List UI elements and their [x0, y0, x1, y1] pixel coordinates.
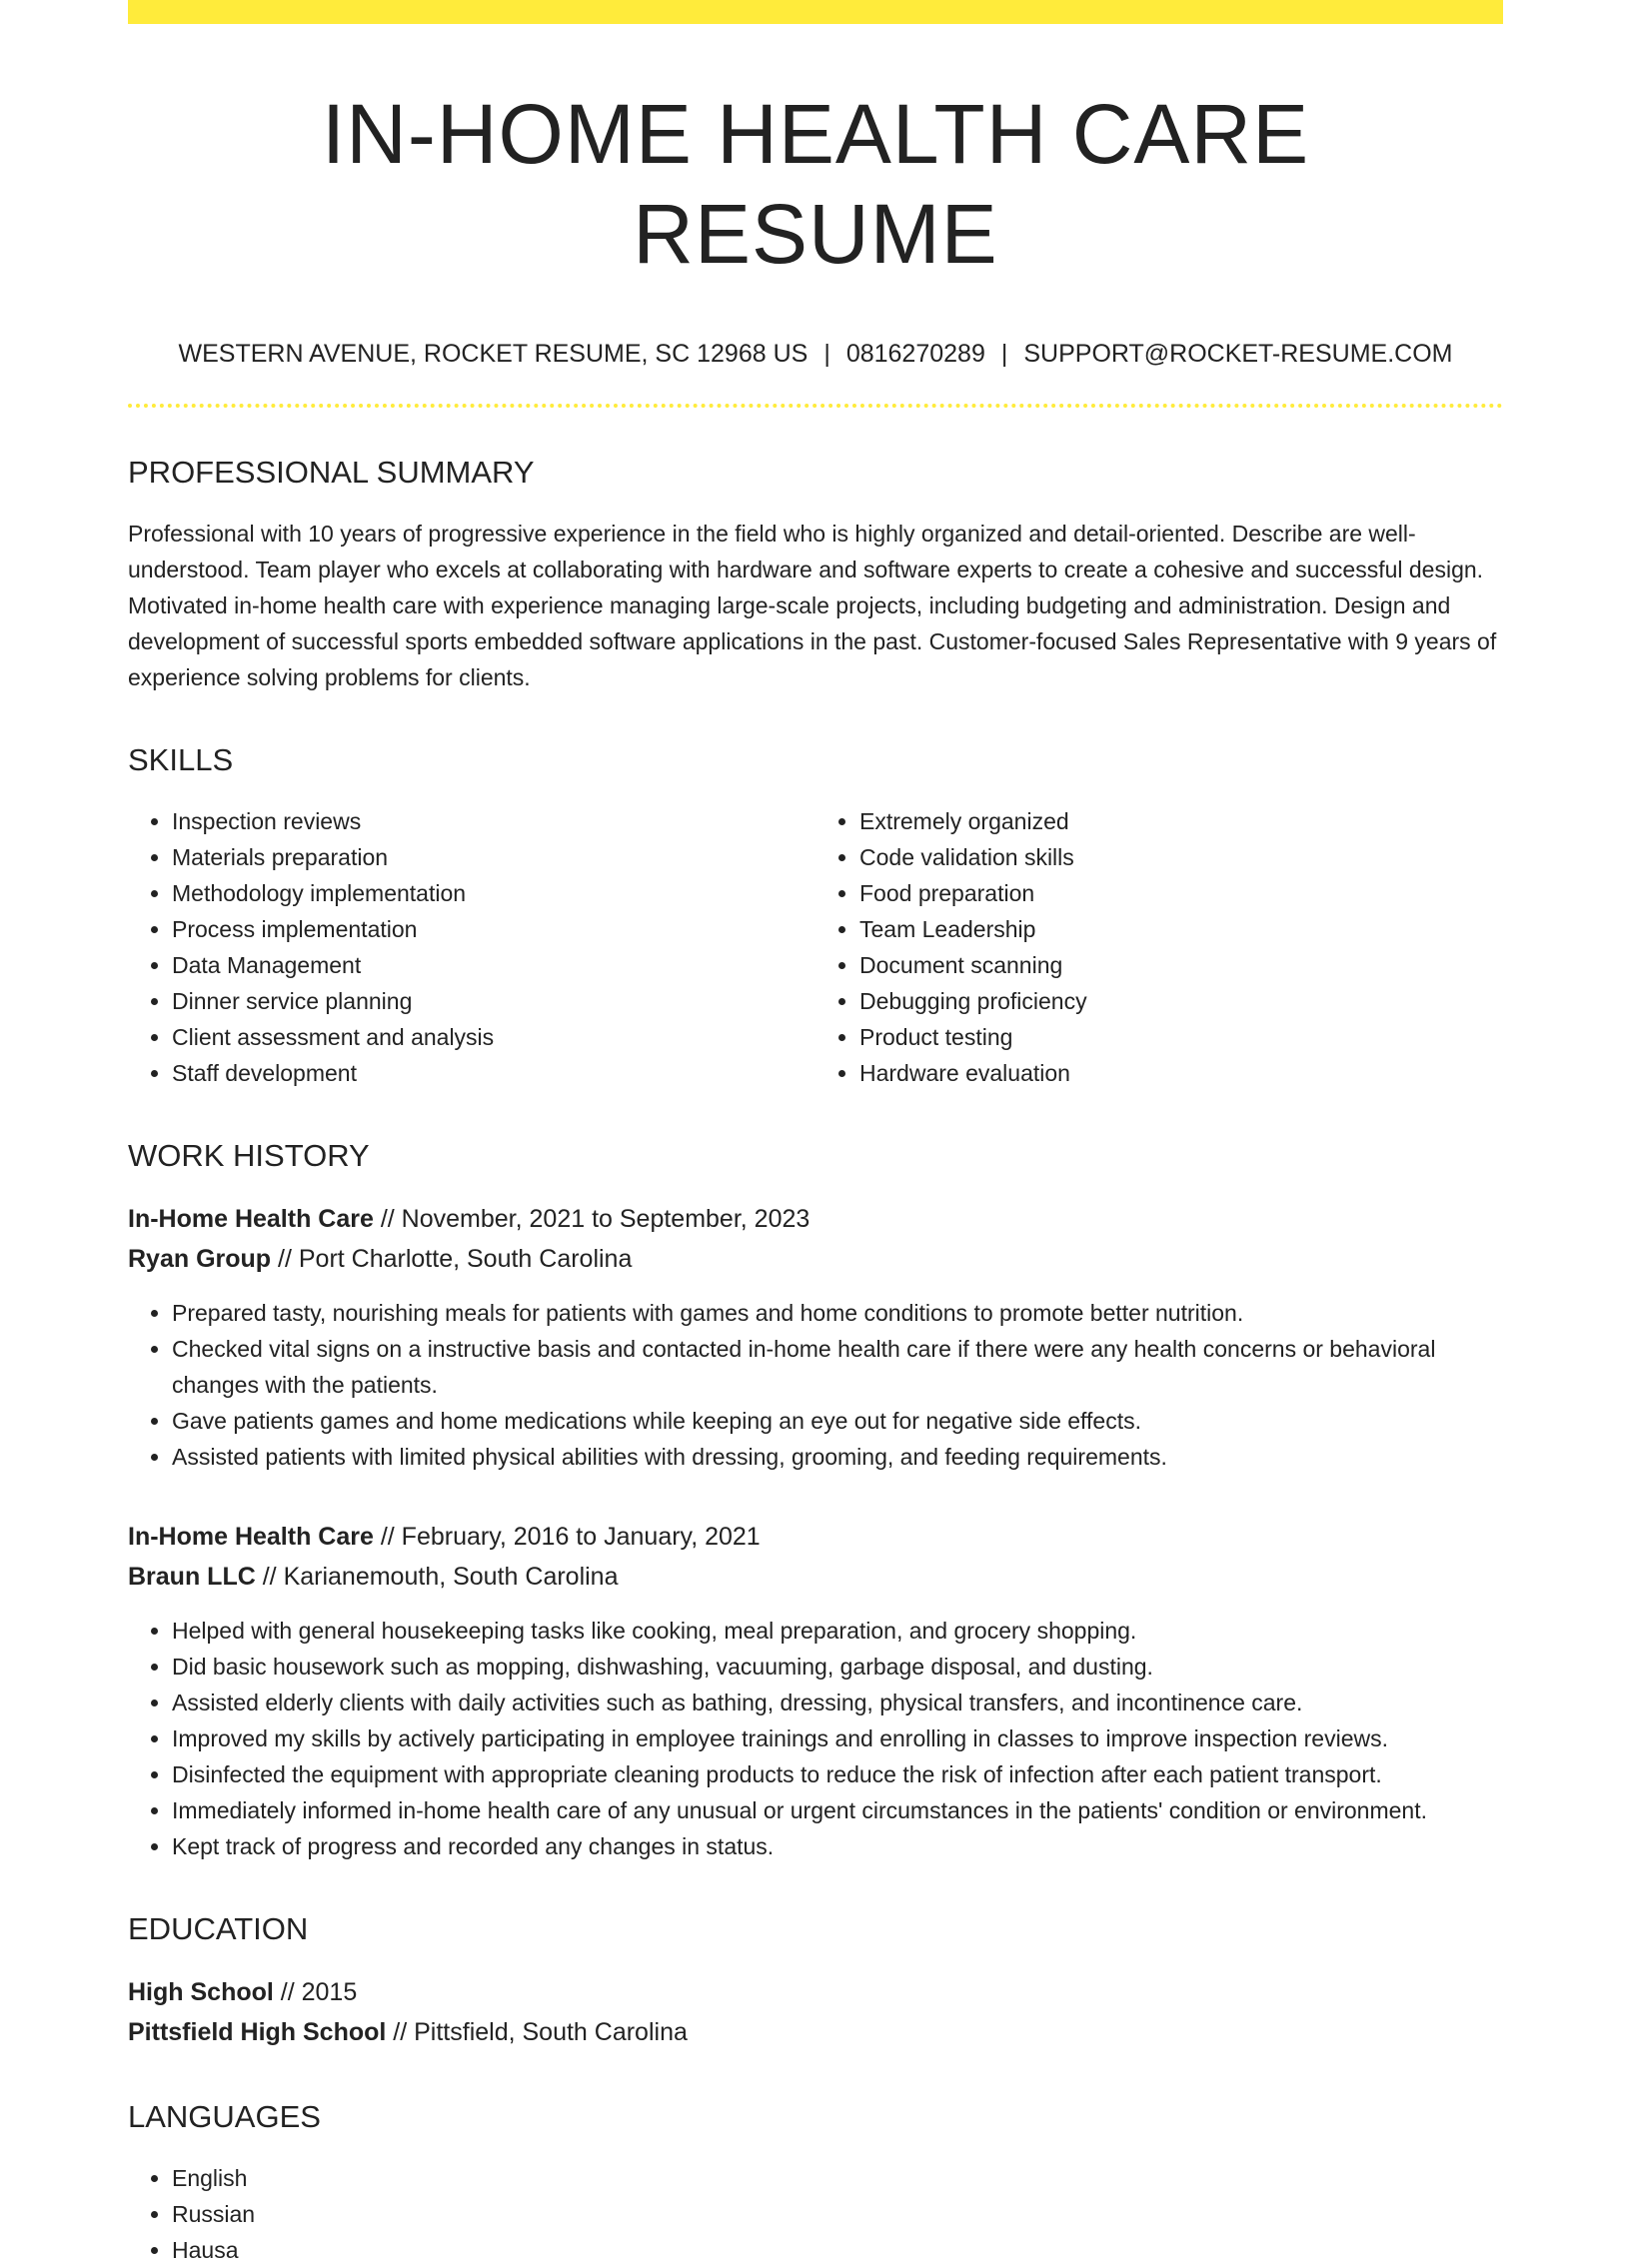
job-entry: [128, 1199, 1503, 1475]
education-school-line: [128, 2012, 1503, 2052]
skill-item: • Team Leadership: [859, 911, 1503, 947]
languages-list: [128, 2160, 1503, 2268]
job-duty: • Assisted patients with limited physical abilities with dressing, grooming, and feeding requirements.: [172, 1439, 1503, 1475]
skill-item: • Dinner service planning: [172, 983, 816, 1019]
job-duty: • Did basic housework such as mopping, dishwashing, vacuuming, garbage disposal, and dusting.: [172, 1649, 1503, 1685]
job-duties-list: [128, 1295, 1503, 1475]
skill-item: • Client assessment and analysis: [172, 1019, 816, 1055]
languages-heading: LANGUAGES: [128, 2099, 321, 2134]
job-dates: // November, 2021 to September, 2023: [373, 1205, 811, 1233]
job-duty: • Disinfected the equipment with appropriate cleaning products to reduce the risk of infection after each patient transport.: [172, 1756, 1503, 1792]
job-dates: // February, 2016 to January, 2021: [373, 1523, 761, 1551]
skill-item: • Process implementation: [172, 911, 816, 947]
education-degree-line: [128, 1972, 1503, 2012]
education-year: // 2015: [273, 1978, 358, 2006]
summary-text: Professional with 10 years of progressive experience in the field who is highly organized and detail-oriented. Describe are well-understood. Team player who excels at collaborating with hardware and software experts to create a cohesive and successful design. Motivated in-home health care with experience managing large-scale projects, including budgeting and administration. Design and development of successful sports embedded software applications in the past. Customer-focused Sales Representative with 9 years of experience solving problems for clients.: [128, 521, 1497, 690]
job-location: // Karianemouth, South Carolina: [255, 1563, 619, 1591]
job-duty: • Checked vital signs on a instructive basis and contacted in-home health care if there were any health concerns or behavioral changes with the patients.: [172, 1331, 1503, 1403]
job-duty: • Gave patients games and home medications while keeping an eye out for negative side effects.: [172, 1403, 1503, 1439]
contact-separator: |: [1000, 340, 1008, 368]
skill-item: • Product testing: [859, 1019, 1503, 1055]
job-title-line: [128, 1199, 1503, 1239]
education-location: // Pittsfield, South Carolina: [386, 2018, 688, 2046]
skills-grid: [128, 803, 1503, 1091]
resume-page: [128, 0, 1503, 2268]
skill-item: • Document scanning: [859, 947, 1503, 983]
contact-line: [128, 338, 1503, 370]
dotted-divider: [128, 404, 1503, 408]
accent-top-bar: [128, 0, 1503, 24]
job-title-line: [128, 1517, 1503, 1557]
job-company: Ryan Group: [128, 1245, 272, 1273]
languages-section: [128, 2160, 1503, 2268]
summary-heading: PROFESSIONAL SUMMARY: [128, 455, 535, 490]
language-item: • Hausa: [172, 2232, 1503, 2268]
skills-left-list: [128, 803, 816, 1091]
job-duties-list: [128, 1613, 1503, 1864]
education-school: Pittsfield High School: [128, 2018, 387, 2046]
skill-item: • Hardware evaluation: [859, 1055, 1503, 1091]
job-duty: • Kept track of progress and recorded any changes in status.: [172, 1828, 1503, 1864]
job-duty: • Assisted elderly clients with daily activities such as bathing, dressing, physical transfers, and incontinence care.: [172, 1685, 1503, 1720]
skill-item: • Extremely organized: [859, 803, 1503, 839]
education-entry: [128, 1972, 1503, 2052]
skill-item: • Food preparation: [859, 875, 1503, 911]
skill-item: • Code validation skills: [859, 839, 1503, 875]
contact-separator: |: [823, 340, 830, 368]
contact-email: SUPPORT@ROCKET-RESUME.COM: [1023, 340, 1453, 368]
job-duty: • Improved my skills by actively participating in employee trainings and enrolling in classes to improve inspection reviews.: [172, 1720, 1503, 1756]
education-degree: High School: [128, 1978, 274, 2006]
skill-item: • Inspection reviews: [172, 803, 816, 839]
job-duty: • Prepared tasty, nourishing meals for patients with games and home conditions to promote better nutrition.: [172, 1295, 1503, 1331]
work-history-heading: WORK HISTORY: [128, 1138, 370, 1173]
skills-heading: SKILLS: [128, 742, 234, 777]
job-entry: [128, 1517, 1503, 1864]
job-duty: • Immediately informed in-home health care of any unusual or urgent circumstances in the patients' condition or environment.: [172, 1792, 1503, 1828]
skill-item: • Methodology implementation: [172, 875, 816, 911]
skill-item: • Materials preparation: [172, 839, 816, 875]
job-role: In-Home Health Care: [128, 1523, 374, 1551]
contact-phone: 0816270289: [845, 340, 985, 368]
skill-item: • Staff development: [172, 1055, 816, 1091]
job-company-line: [128, 1557, 1503, 1597]
resume-title: IN-HOME HEALTH CARE RESUME: [321, 87, 1310, 281]
skills-right-list: [816, 803, 1503, 1091]
language-item: • English: [172, 2160, 1503, 2196]
language-item: • Russian: [172, 2196, 1503, 2232]
job-role: In-Home Health Care: [128, 1205, 374, 1233]
skill-item: • Data Management: [172, 947, 816, 983]
education-heading: EDUCATION: [128, 1911, 309, 1946]
job-location: // Port Charlotte, South Carolina: [271, 1245, 633, 1273]
contact-address: WESTERN AVENUE, ROCKET RESUME, SC 12968 US: [178, 340, 809, 368]
job-duty: • Helped with general housekeeping tasks like cooking, meal preparation, and grocery shopping.: [172, 1613, 1503, 1649]
skill-item: • Debugging proficiency: [859, 983, 1503, 1019]
job-company: Braun LLC: [128, 1563, 256, 1591]
job-company-line: [128, 1239, 1503, 1279]
